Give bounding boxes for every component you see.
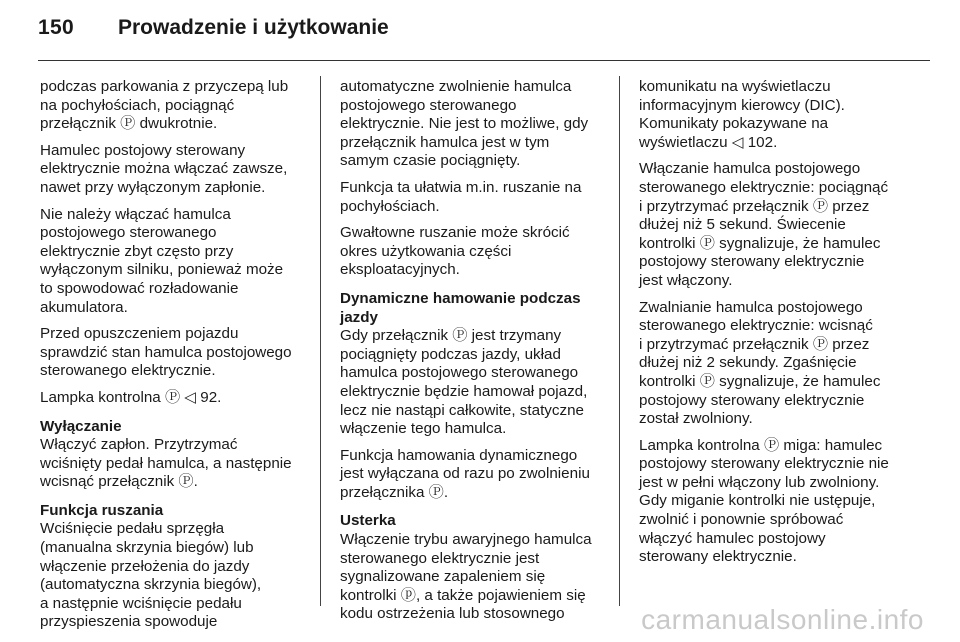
paragraph: Przed opuszczeniem pojazdu sprawdzić stan hamulca postojowego sterowanego elektrycznie. bbox=[40, 325, 292, 380]
paragraph: Hamulec postojowy sterowany elektrycznie można włączać zawsze, nawet przy wyłączonym zapłonie. bbox=[40, 141, 288, 196]
paragraph: Gwałtowne ruszanie może skrócić okres użytkowania części eksploatacyjnych. bbox=[340, 224, 570, 279]
column-divider-1 bbox=[320, 76, 321, 606]
paragraph: Włączenie trybu awaryjnego hamulca sterowanego elektrycznie jest sygnalizowane zapaleniem się kontrolki ⓟ, a także pojawieniem się kodu ostrzeżenia lub stosownego bbox=[340, 531, 592, 623]
header-rule bbox=[38, 60, 930, 61]
section-heading-wylaczanie: Wyłączanie bbox=[40, 417, 122, 435]
paragraph: Funkcja hamowania dynamicznego jest wyłączana od razu po zwolnieniu przełącznika Ⓟ. bbox=[340, 446, 590, 501]
paragraph: Nie należy włączać hamulca postojowego sterowanego elektrycznie zbyt często przy wyłączonym silniku, ponieważ może to spowodować rozładowanie akumulatora. bbox=[40, 205, 284, 316]
section-heading-dynamiczne: Dynamiczne hamowanie podczas jazdy bbox=[340, 289, 581, 326]
paragraph: Lampka kontrolna Ⓟ ◁ 92. bbox=[40, 388, 222, 406]
text-column-3 bbox=[639, 78, 909, 575]
section-heading-usterka: Usterka bbox=[340, 512, 396, 530]
page-number: 150 bbox=[38, 16, 74, 39]
paragraph: Włączanie hamulca postojowego sterowanego elektrycznie: pociągnąć i przytrzymać przełącznik Ⓟ przez dłużej niż 5 sekund. Świecenie kontrolki Ⓟ sygnalizuje, że hamulec postojowy sterowany elektrycznie jest włączony. bbox=[639, 160, 889, 289]
paragraph: Funkcja ta ułatwia m.in. ruszanie na pochyłościach. bbox=[340, 178, 582, 215]
paragraph: automatyczne zwolnienie hamulca postojowego sterowanego elektrycznie. Nie jest to możliwe, gdy przełącznik hamulca jest w tym samym czasie pociągnięty. bbox=[340, 78, 589, 170]
watermark: carmanualsonline.info bbox=[641, 604, 924, 635]
text-column-1 bbox=[40, 78, 310, 640]
page-header bbox=[38, 16, 389, 52]
column-divider-2 bbox=[619, 76, 620, 606]
text-column-2 bbox=[340, 78, 610, 632]
paragraph: podczas parkowania z przyczepą lub na pochyłościach, pociągnąć przełącznik Ⓟ dwukrotnie. bbox=[40, 78, 289, 133]
page-title: Prowadzenie i użytkowanie bbox=[118, 16, 389, 39]
paragraph: komunikatu na wyświetlaczu informacyjnym kierowcy (DIC). Komunikaty pokazywane na wyświetlaczu ◁ 102. bbox=[639, 78, 845, 151]
paragraph: Lampka kontrolna Ⓟ miga: hamulec postojowy sterowany elektrycznie nie jest w pełni włączony lub zwolniony. Gdy miganie kontrolki nie ustępuje, zwolnić i ponownie spróbować włączyć hamulec postojowy sterowany elektrycznie. bbox=[639, 436, 889, 566]
paragraph: Zwalnianie hamulca postojowego sterowanego elektrycznie: wcisnąć i przytrzymać przełącznik Ⓟ przez dłużej niż 2 sekundy. Zgaśnięcie kontrolki Ⓟ sygnalizuje, że hamulec postojowy sterowany elektrycznie został zwolniony. bbox=[639, 298, 881, 428]
paragraph: Włączyć zapłon. Przytrzymać wciśnięty pedał hamulca, a następnie wcisnąć przełącznik Ⓟ. bbox=[40, 436, 292, 491]
section-heading-ruszania: Funkcja ruszania bbox=[40, 501, 164, 519]
paragraph: Gdy przełącznik Ⓟ jest trzymany pociągnięty podczas jazdy, układ hamulca postojowego sterowanego elektrycznie będzie hamował pojazd, lecz nie nastąpi całkowite, statyczne włączenie tego hamulca. bbox=[340, 327, 588, 438]
paragraph: Wciśnięcie pedału sprzęgła (manualna skrzynia biegów) lub włączenie przełożenia do jazdy (automatyczna skrzynia biegów), a następnie wciśnięcie pedału przyspieszenia spowoduje bbox=[40, 520, 262, 631]
